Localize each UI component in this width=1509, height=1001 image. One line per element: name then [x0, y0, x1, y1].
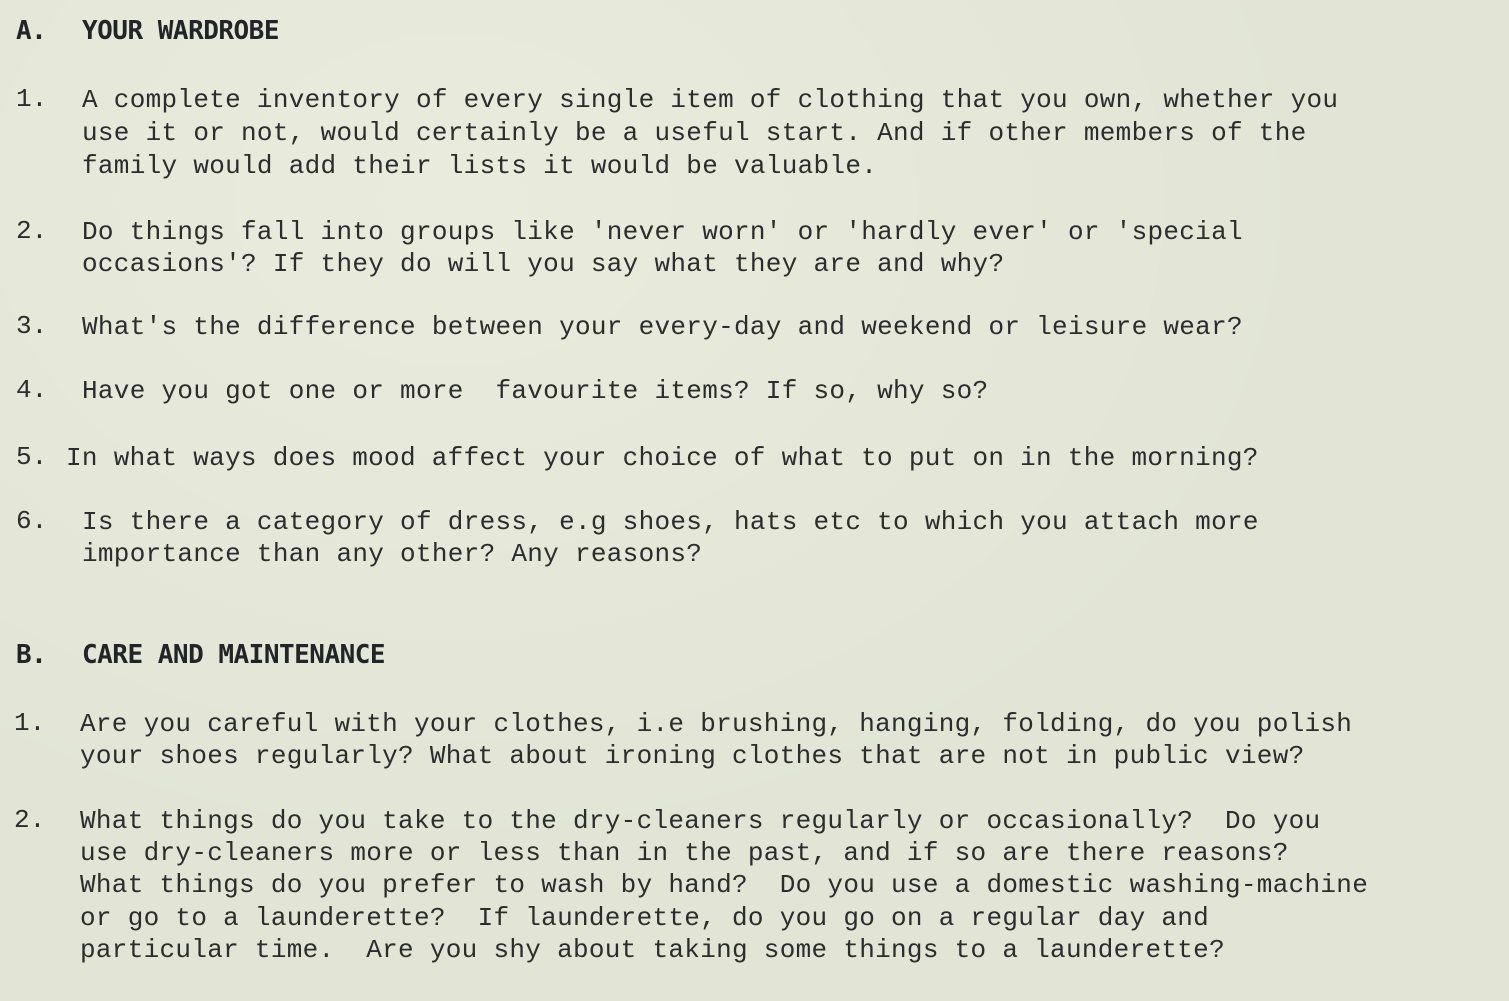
- item-line: family would add their lists it would be valuable.: [82, 151, 878, 181]
- item-line: use dry-cleaners more or less than in the past, and if so are there reasons?: [80, 838, 1289, 868]
- item-number: 1.: [16, 84, 48, 114]
- item-line: What things do you prefer to wash by hand? Do you use a domestic washing-machine: [80, 870, 1369, 900]
- item-line: What's the difference between your every-day and weekend or leisure wear?: [82, 312, 1243, 342]
- section-a-title: YOUR WARDROBE: [82, 16, 279, 46]
- item-line: importance than any other? Any reasons?: [82, 539, 703, 569]
- item-line: In what ways does mood affect your choice of what to put on in the morning?: [66, 443, 1259, 473]
- item-number: 1.: [14, 708, 46, 738]
- item-line: use it or not, would certainly be a useful start. And if other members of the: [82, 118, 1307, 148]
- item-number: 4.: [16, 375, 48, 405]
- item-number: 3.: [16, 311, 48, 341]
- item-line: your shoes regularly? What about ironing clothes that are not in public view?: [80, 741, 1305, 771]
- item-line: or go to a launderette? If launderette, do you go on a regular day and: [80, 903, 1210, 933]
- item-line: particular time. Are you shy about taking some things to a launderette?: [80, 935, 1225, 965]
- item-line: occasions'? If they do will you say what they are and why?: [82, 249, 1005, 279]
- section-b-letter: B.: [16, 640, 47, 670]
- item-line: A complete inventory of every single item of clothing that you own, whether you: [82, 85, 1339, 115]
- item-line: Do things fall into groups like 'never worn' or 'hardly ever' or 'special: [82, 217, 1243, 247]
- item-line: Is there a category of dress, e.g shoes, hats etc to which you attach more: [82, 507, 1259, 537]
- item-line: What things do you take to the dry-cleaners regularly or occasionally? Do you: [80, 806, 1321, 836]
- item-number: 2.: [16, 216, 48, 246]
- item-line: Are you careful with your clothes, i.e brushing, hanging, folding, do you polish: [80, 709, 1353, 739]
- item-number: 6.: [16, 506, 48, 536]
- item-line: Have you got one or more favourite items? If so, why so?: [82, 376, 989, 406]
- item-number: 2.: [14, 805, 46, 835]
- section-a-letter: A.: [16, 16, 47, 46]
- item-number: 5.: [16, 442, 48, 472]
- section-b-title: CARE AND MAINTENANCE: [82, 640, 386, 670]
